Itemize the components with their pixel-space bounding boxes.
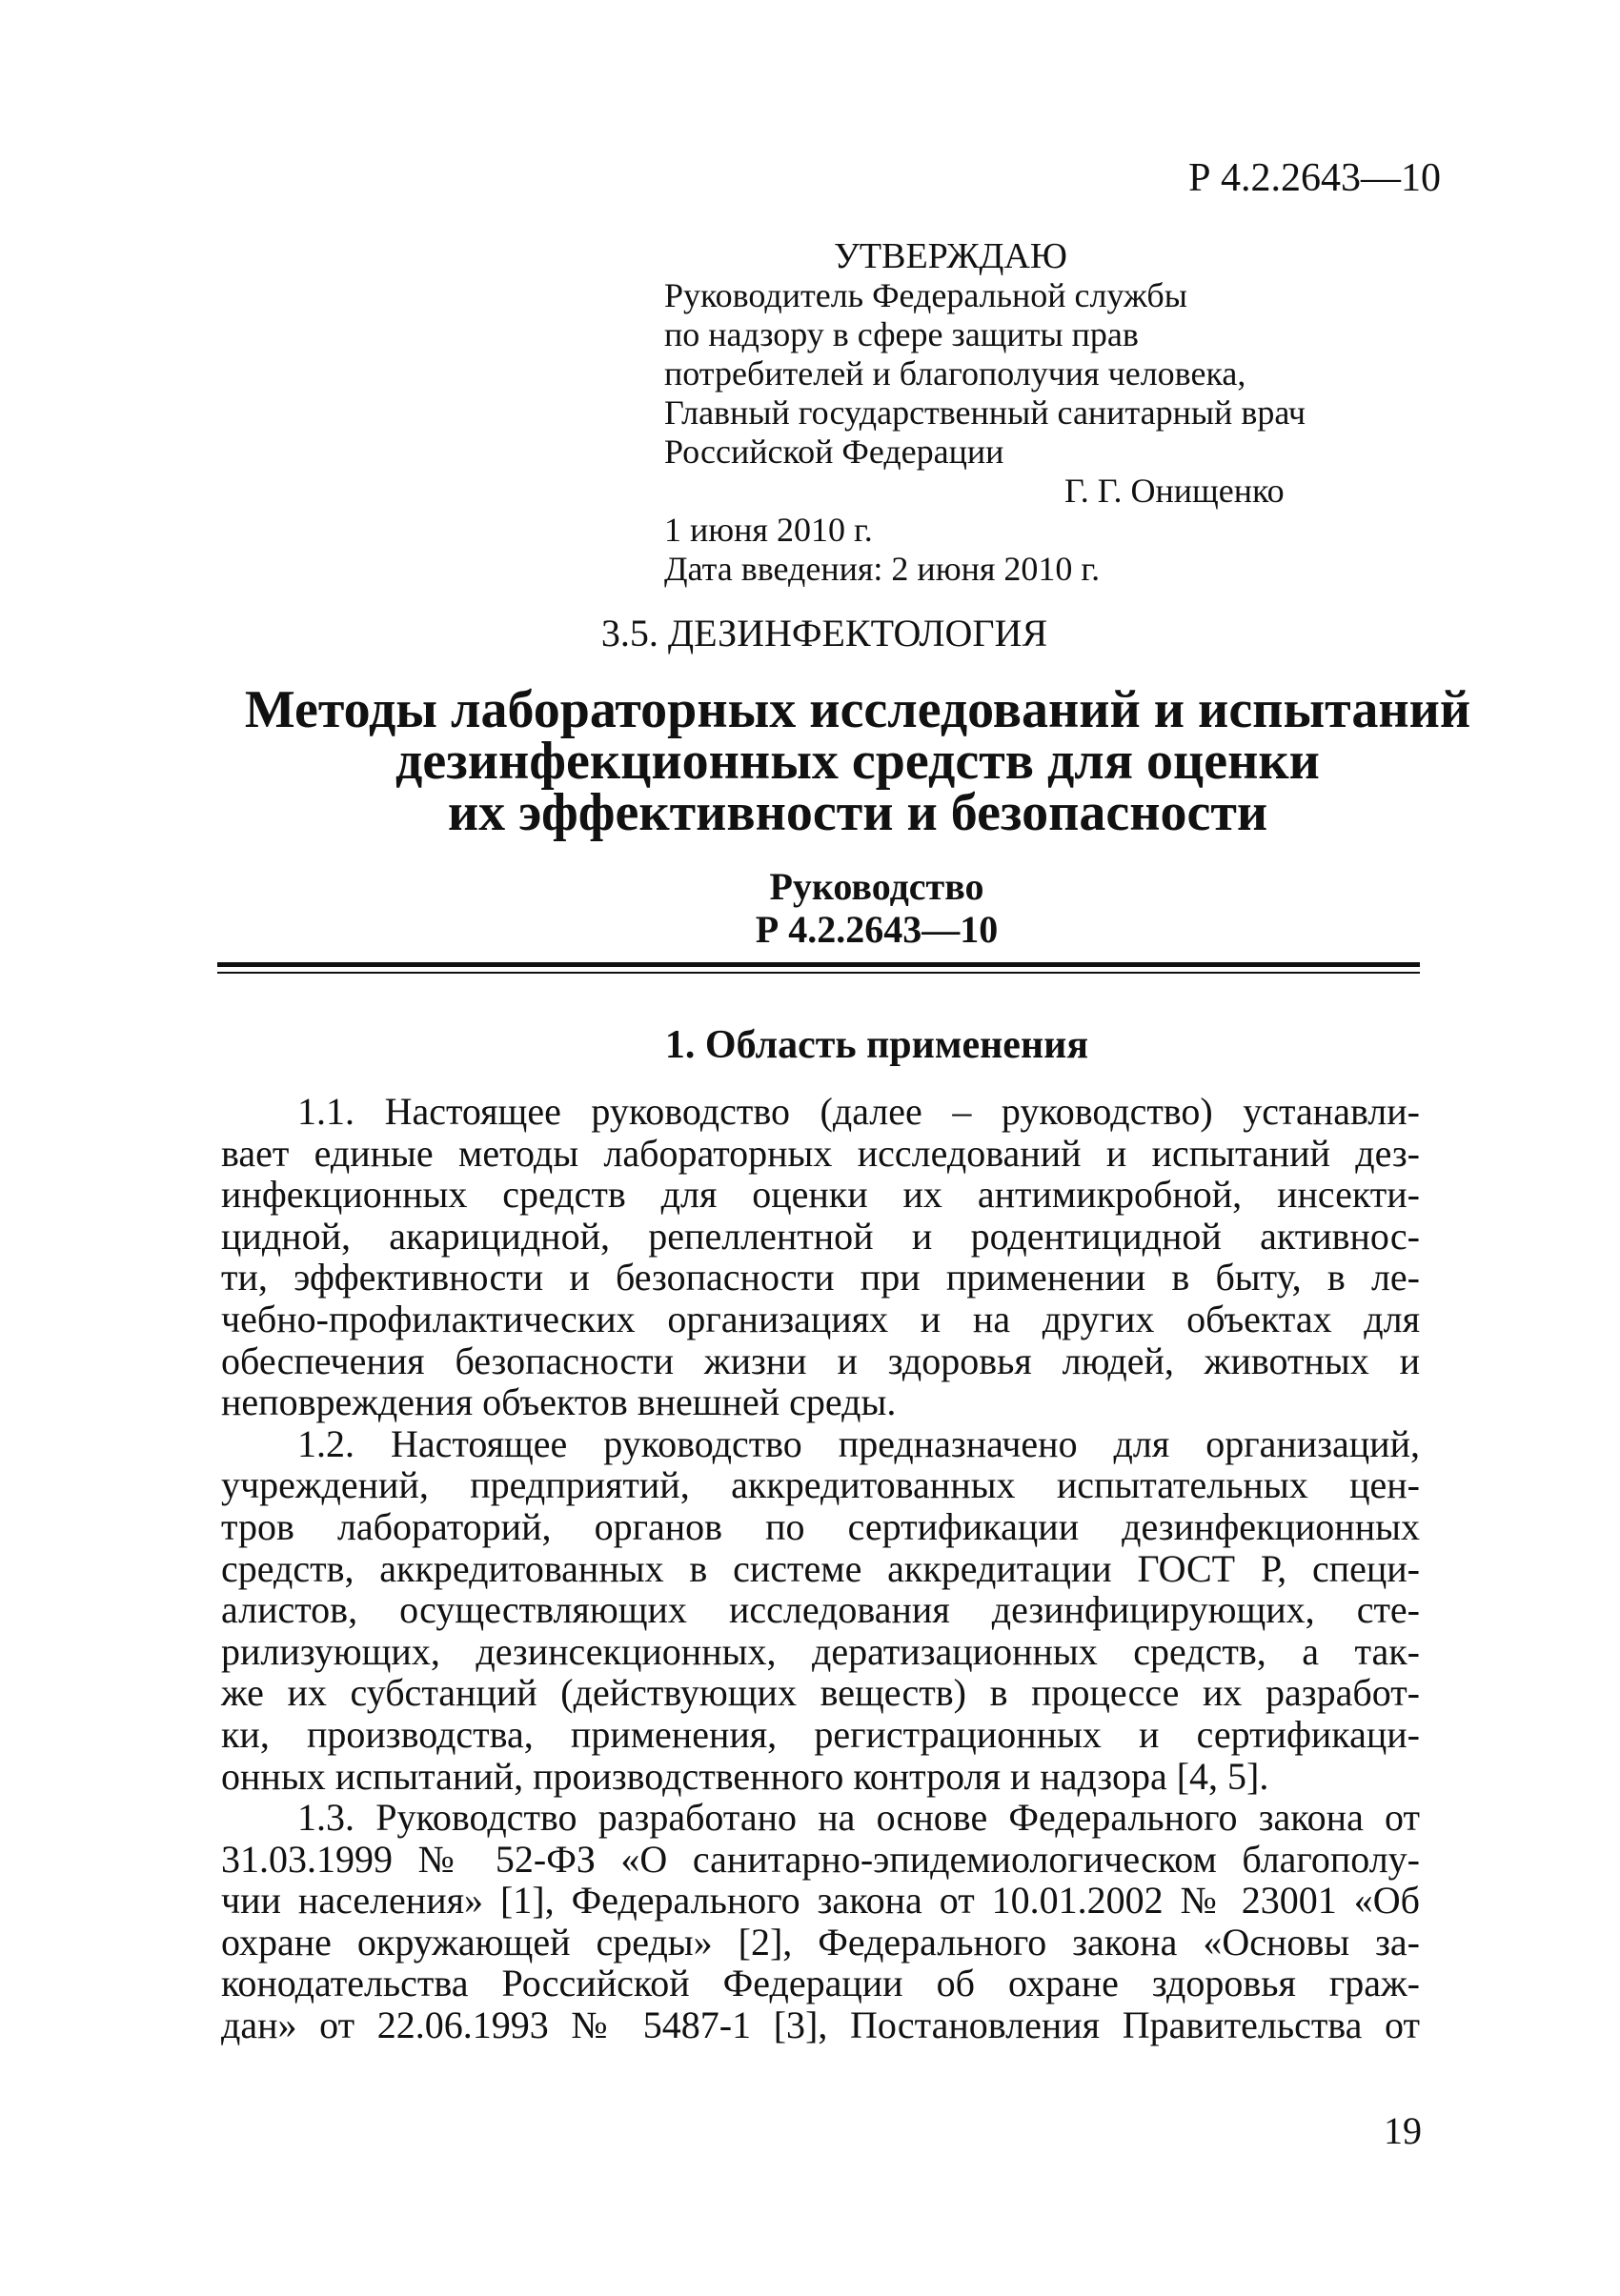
text-line: онных испытаний, производственного контроля и надзора [4, 5]. <box>221 1754 1269 1798</box>
title-divider-thick <box>217 962 1420 967</box>
paragraph <box>221 1797 1420 2046</box>
text-line: тров лабораторий, органов по сертификации дезинфекционных <box>221 1504 1420 1548</box>
page-number: 19 <box>1384 2109 1422 2152</box>
section-label: 3.5. ДЕЗИНФЕКТОЛОГИЯ <box>600 612 1048 655</box>
text-line: средств, аккредитованных в системе аккредитации ГОСТ Р, специ- <box>221 1546 1420 1590</box>
text-line: вает единые методы лабораторных исследований и испытаний дез- <box>221 1131 1420 1175</box>
text-line: 1.1. Настоящее руководство (далее – руководство) устанавли- <box>297 1090 1420 1133</box>
approver-position-line: по надзору в сфере защиты прав <box>664 315 1139 353</box>
approval-block <box>664 237 1427 589</box>
text-line: 31.03.1999 № 52-ФЗ «О санитарно-эпидемиологическом благополу- <box>221 1837 1420 1881</box>
document-type <box>210 865 1544 951</box>
section-heading: 1. Область применения <box>664 1023 1089 1067</box>
title-divider-thin <box>217 972 1420 974</box>
text-line: инфекционных средств для оценки их антимикробной, инсекти- <box>221 1173 1420 1217</box>
approver-position-line: Главный государственный санитарный врач <box>664 393 1306 432</box>
approver-position-line: Руководитель Федеральной службы <box>664 276 1187 314</box>
document-code: Р 4.2.2643—10 <box>1188 156 1441 200</box>
text-line: чии населения» [1], Федерального закона от 10.01.2002 № 23001 «Об <box>221 1879 1420 1923</box>
text-line: учреждений, предприятий, аккредитованных испытательных цен- <box>221 1463 1420 1507</box>
text-line: охране окружающей среды» [2], Федерального закона «Основы за- <box>221 1920 1420 1964</box>
section-body <box>221 1091 1420 2046</box>
document-kind: Руководство <box>769 865 984 908</box>
title-line: Методы лабораторных исследований и испытаний <box>244 680 1471 739</box>
text-line: 1.3. Руководство разработано на основе Федерального закона от <box>297 1796 1420 1840</box>
text-line: алистов, осуществляющих исследования дезинфицирующих, сте- <box>221 1588 1420 1632</box>
approve-heading: УТВЕРЖДАЮ <box>834 236 1067 276</box>
text-line: конодательства Российской Федерации об охране здоровья граж- <box>221 1962 1420 2005</box>
approver-position-line: потребителей и благополучия человека, <box>664 354 1246 393</box>
approver-position-line: Российской Федерации <box>664 433 1004 471</box>
text-line: же их субстанций (действующих веществ) в процессе их разработ- <box>221 1671 1420 1715</box>
text-line: дан» от 22.06.1993 № 5487-1 [3], Постановления Правительства от <box>221 2004 1420 2047</box>
approver-name: Г. Г. Онищенко <box>1064 472 1285 510</box>
text-line: ти, эффективности и безопасности при применении в быту, в ле- <box>221 1256 1420 1299</box>
text-line: неповреждения объектов внешней среды. <box>221 1380 897 1424</box>
text-line: цидной, акарицидной, репеллентной и родентицидной активнос- <box>221 1214 1420 1258</box>
text-line: 1.2. Настоящее руководство предназначено для организаций, <box>297 1421 1420 1465</box>
effective-date: Дата введения: 2 июня 2010 г. <box>664 550 1101 588</box>
paragraph <box>221 1423 1420 1797</box>
text-line: рилизующих, дезинсекционных, дератизационных средств, а так- <box>221 1629 1420 1673</box>
approval-date: 1 июня 2010 г. <box>664 511 873 549</box>
text-line: обеспечения безопасности жизни и здоровья людей, животных и <box>221 1339 1420 1382</box>
text-line: чебно-профилактических организациях и на других объектах для <box>221 1297 1420 1340</box>
title-line: дезинфекционных средств для оценки <box>395 732 1320 791</box>
text-line: ки, производства, применения, регистрационных и сертификаци- <box>221 1712 1420 1756</box>
document-type-code: Р 4.2.2643—10 <box>755 908 999 951</box>
paragraph <box>221 1091 1420 1423</box>
title-line: их эффективности и безопасности <box>447 783 1268 842</box>
document-title <box>191 680 1525 842</box>
